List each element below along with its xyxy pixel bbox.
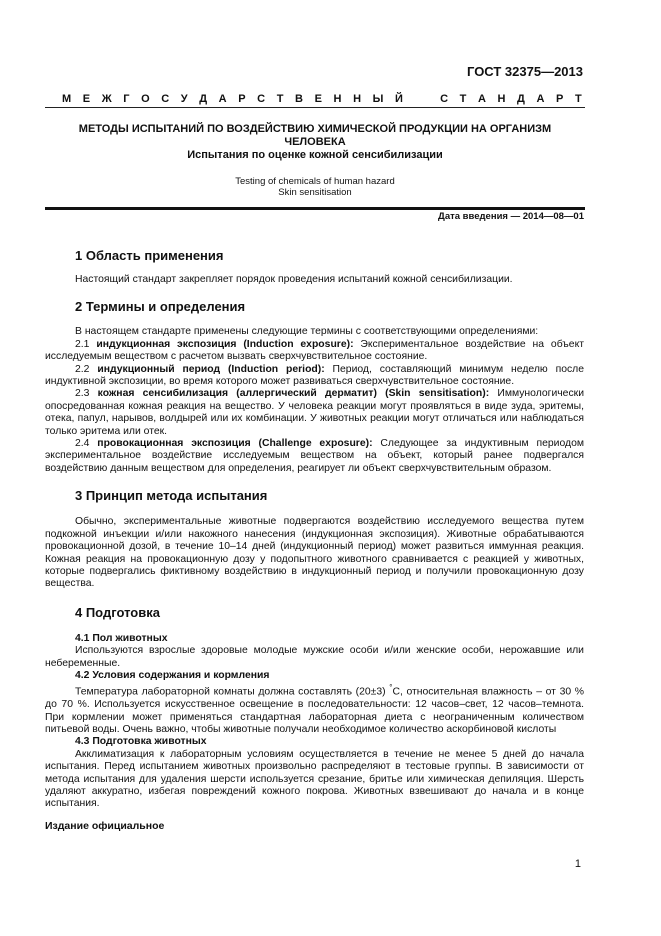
subsection-heading: 4.3 Подготовка животных — [75, 736, 207, 748]
banner-letter: А — [536, 93, 545, 105]
term-text: Следующее за индуктивным периодом экспериментальное воздействие исследуемым веществом на объект, который ранее подвергался воздействию данным веществом для определения, реагирует ли объект сверхчувствительным образом. — [45, 438, 585, 474]
title-divider — [45, 207, 585, 210]
degree-sign: ° — [389, 683, 393, 693]
english-title-line1: Testing of chemicals of human hazard — [235, 176, 395, 187]
term-name: индукционный период (Induction period): — [97, 363, 325, 375]
banner-letter: Г — [123, 93, 130, 105]
paragraph: Акклиматизация к лабораторным условиям осуществляется в течение не менее 5 дней до начала испытания. Перед испытанием животных произвольно распределяют в тестовые группы. В зависимости от метода испытания для удаления шерсти используется срезание, бритье или химическая депиляция. Шерсть удаляют аккуратно, избегая повреждений кожного покрова. Животных взвешивают до начала и в конце испытания. — [45, 748, 584, 810]
paragraph-text: Температура лабораторной комнаты должна составлять (20±3) — [75, 686, 390, 698]
term-definition — [45, 438, 584, 475]
paragraph: Настоящий стандарт закрепляет порядок проведения испытаний кожной сенсибилизации. — [75, 274, 513, 285]
subsection-heading: 4.1 Пол животных — [75, 632, 168, 644]
document-body — [45, 240, 584, 811]
paragraph: Используются взрослые здоровые молодые мужские особи и/или женские особи, нерожавшие или небеременные. — [45, 645, 584, 669]
banner-letter: Ж — [101, 93, 112, 105]
banner-letter: Т — [459, 93, 467, 105]
term-name: индукционная экспозиция (Induction exposure): — [96, 338, 354, 350]
section-heading: 2 Термины и определения — [75, 299, 246, 315]
document-subtitle: Испытания по оценке кожной сенсибилизации — [187, 149, 443, 161]
standard-code: ГОСТ 32375—2013 — [467, 64, 583, 79]
english-title — [45, 176, 585, 198]
term-name: провокационная экспозиция (Challenge exposure): — [97, 438, 373, 450]
banner-letter: О — [141, 93, 150, 105]
banner-letter: Т — [276, 93, 284, 105]
term-definition — [45, 388, 584, 438]
paragraph — [45, 682, 584, 736]
banner-letter: А — [218, 93, 227, 105]
banner-letter: Д — [517, 93, 525, 105]
banner-letter: С — [440, 93, 449, 105]
banner-letter: Д — [199, 93, 208, 105]
subsection-heading: 4.2 Условия содержания и кормления — [75, 669, 270, 681]
term-text: Экспериментальное воздействие на объект исследуемым веществом с расчетом вызвать сверхчувствительное состояние. — [45, 338, 584, 363]
english-title-line2: Skin sensitisation — [278, 187, 352, 198]
term-number: 2.2 — [75, 363, 90, 375]
banner-letter: Е — [82, 93, 91, 105]
term-name: кожная сенсибилизация (аллергический дерматит) (Skin sensitisation): — [97, 388, 490, 400]
header-divider — [45, 107, 585, 108]
paragraph: Обычно, экспериментальные животные подвергаются воздействию исследуемого вещества путем подкожной инъекции и/или накожного нанесения (индукционная экспозиция). Животные обрабатываются провокационной дозой, в течение 10–14 дней (индукционный период) может развиться иммунная реакция. Кожная реакция на провокационную дозу у подопытного животного сравнивается с реакцией у животных, которые подвергались фиктивному воздействию в индукционный период и получили провокационную дозу вещества. — [45, 516, 584, 590]
term-definition — [45, 364, 584, 389]
banner-letter: С — [257, 93, 266, 105]
banner-letter: Й — [394, 93, 403, 105]
title-block — [45, 123, 585, 198]
banner-letter: С — [161, 93, 170, 105]
banner-letter: Ы — [372, 93, 384, 105]
banner-letter: Н — [497, 93, 506, 105]
paragraph: В настоящем стандарте применены следующие термины с соответствующими определениями: — [75, 326, 539, 338]
banner-gap — [414, 93, 428, 105]
page-number: 1 — [574, 858, 581, 870]
banner-letter: Р — [556, 93, 564, 105]
term-number: 2.1 — [75, 338, 90, 350]
banner-letter: Е — [314, 93, 322, 105]
section-heading: 1 Область применения — [75, 248, 224, 263]
banner-letter: М — [62, 93, 72, 105]
term-definition — [45, 339, 584, 364]
banner-letter: В — [295, 93, 303, 105]
section-heading: 3 Принцип метода испытания — [75, 488, 268, 504]
banner-letter: У — [180, 93, 188, 105]
document-title-line1: МЕТОДЫ ИСПЫТАНИЙ ПО ВОЗДЕЙСТВИЮ ХИМИЧЕСКОЙ ПРОДУКЦИИ НА ОРГАНИЗМ — [78, 123, 552, 135]
banner-letter: Н — [353, 93, 362, 105]
banner-letter: Н — [333, 93, 342, 105]
official-edition-label: Издание официальное — [45, 820, 165, 832]
interstate-standard-banner — [62, 93, 582, 105]
banner-letter: Т — [574, 93, 582, 105]
term-text: Иммунологически опосредованная кожная реакция на вещество. У человека реакции могут проявляться в виде зуда, эритемы, отека, папул, нарывов, волдырей или их комбинации. У животных реакции могут отличаться или наблюдаться только эритема или отек. — [45, 388, 584, 437]
paragraph-text: С, относительная влажность – от 30 % до 70 %. Используется искусственное освещение в последовательности: 12 часов–свет, 12 часов–темнота. При кормлении может применяться стандартная лабораторная диета с неограниченным количеством питьевой воды. Очень важно, чтобы животные получали необходимое количество аскорбиновой кислоты — [45, 686, 585, 736]
document-title-line2: ЧЕЛОВЕКА — [284, 136, 346, 148]
term-number: 2.3 — [75, 388, 90, 400]
introduction-date: Дата введения — 2014—08—01 — [438, 211, 584, 222]
banner-letter: Р — [238, 93, 246, 105]
banner-letter: А — [477, 93, 486, 105]
term-text: Период, составляющий минимум неделю после индуктивной экспозиции, во время которого может развиваться сверхчувствительное состояние. — [45, 363, 585, 388]
section-heading: 4 Подготовка — [75, 604, 160, 620]
term-number: 2.4 — [75, 438, 90, 450]
